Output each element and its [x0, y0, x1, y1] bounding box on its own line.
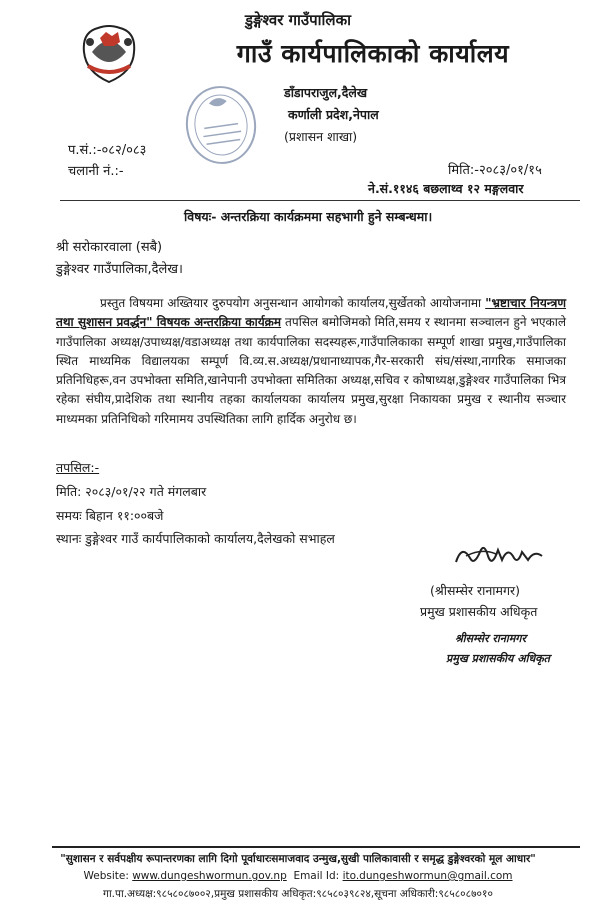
office-address-2: कर्णाली प्रदेश,नेपाल [288, 107, 379, 122]
footer-contacts: गा.पा.अध्यक्ष:९८५८०८७००२,प्रमुख प्रशासकीय अधिकृत:९८५८०३९८२४,सूचना अधिकारी:९८५८०८७०१० [103, 888, 493, 900]
dispatch-number: चलानी नं.:- [68, 164, 124, 179]
program-title: "भ्रष्टाचार नियन्त्रण तथा सुशासन प्रवर्द्धन" विषयक अन्तरक्रिया कार्यक्रम [56, 296, 567, 330]
signatory-title: प्रमुख प्रशासकीय अधिकृत [420, 604, 538, 619]
footer-web-email [0, 870, 596, 882]
program-venue: स्थानः डुङ्गेश्वर गाउँ कार्यपालिकाको कार्यालय,दैलेखको सभाहल [56, 531, 335, 546]
handwritten-signature [452, 538, 548, 572]
office-seal-stamp [179, 79, 264, 171]
office-title: गाउँ कार्यपालिकाको कार्यालय [236, 39, 510, 68]
program-time: समयः बिहान ११:००बजे [56, 508, 164, 523]
recipient-line-1: श्री सरोकारवाला (सबै) [56, 240, 163, 255]
letter-body [56, 294, 566, 429]
website-link[interactable]: www.dungeshwormun.gov.np [132, 870, 287, 882]
details-heading: तपसिल:- [56, 460, 100, 475]
email-label: Email Id: [293, 870, 340, 882]
office-section: (प्रशासन शाखा) [284, 129, 358, 144]
name-stamp: श्रीसम्सेर रानामगर [455, 632, 526, 645]
email-link[interactable]: ito.dungeshwormun@gmail.com [342, 870, 513, 882]
program-date: मिति: २०८३/०१/२२ गते मंगलबार [56, 484, 207, 499]
letter-number: प.सं.:-०८२/०८३ [68, 143, 147, 158]
body-rest: तपसिल बमोजिमको मिति,समय र स्थानमा सञ्चालन हुने भएकाले गाउँपालिका अध्यक्ष/उपाध्यक्ष/वडाअध्यक्ष तथा कार्यपालिका सदस्यहरू,गाउँपालिकाका सम्पूर्ण शाखा प्रमुख,गाउँपालिका स्थित माध्यमिक विद्यालयका सम्पूर्ण वि.व्य.स.अध्यक्ष/प्रधानाध्यापक,गैर-सरकारी संघ/संस्था,नागरिक समाजका प्रतिनिधिहरू,वन उपभोक्ता समिति,खानेपानी उपभोक्ता समितिका अध्यक्ष,सचिव र कोषाध्यक्ष,डुङ्गेश्वर गाउँपालिका भित्र रहेका संघीय,प्रादेशिक तथा स्थानीय तहका कार्यालयका कार्यालय प्रमुख,सुरक्षा निकायका प्रमुख र स्थानीय सञ्चार माध्यमका प्रतिनिधिको गरिमामय उपस्थितिका लागि हार्दिक अनुरोध छ। [56, 315, 566, 426]
nepal-sambat-date: ने.सं.११४६ बछलाथ्व १२ मङ्गलवार [368, 181, 524, 196]
website-label: Website: [83, 870, 129, 882]
letter-subject: विषयः- अन्तरक्रिया कार्यक्रममा सहभागी हुने सम्बन्धमा। [184, 209, 433, 224]
footer-divider [52, 846, 580, 848]
title-stamp: प्रमुख प्रशासकीय अधिकृत [446, 652, 550, 665]
nepal-emblem-icon [78, 22, 140, 86]
municipality-name: डुङ्गेश्वर गाउँपालिका [244, 11, 351, 29]
letter-date: मिति:-२०८३/०१/१५ [448, 163, 542, 178]
recipient-line-2: डुङ्गेश्वर गाउँपालिका,दैलेख। [56, 262, 183, 277]
office-address-1: डाँडापराजुल,दैलेख [284, 85, 368, 100]
signatory-name: (श्रीसम्सेर रानामगर) [430, 583, 521, 598]
header-divider [60, 200, 580, 201]
footer-slogan: "सुशासन र सर्वपक्षीय रूपान्तरणका लागि दिगो पूर्वाधारःसमाजवाद उन्मुख,सुखी पालिकावासी र समृद्ध डुङ्गेश्वरको मूल आधार" [60, 853, 536, 865]
body-intro: प्रस्तुत विषयमा अख्तियार दुरुपयोग अनुसन्धान आयोगको कार्यालय,सुर्खेतको आयोजनामा [100, 296, 486, 310]
